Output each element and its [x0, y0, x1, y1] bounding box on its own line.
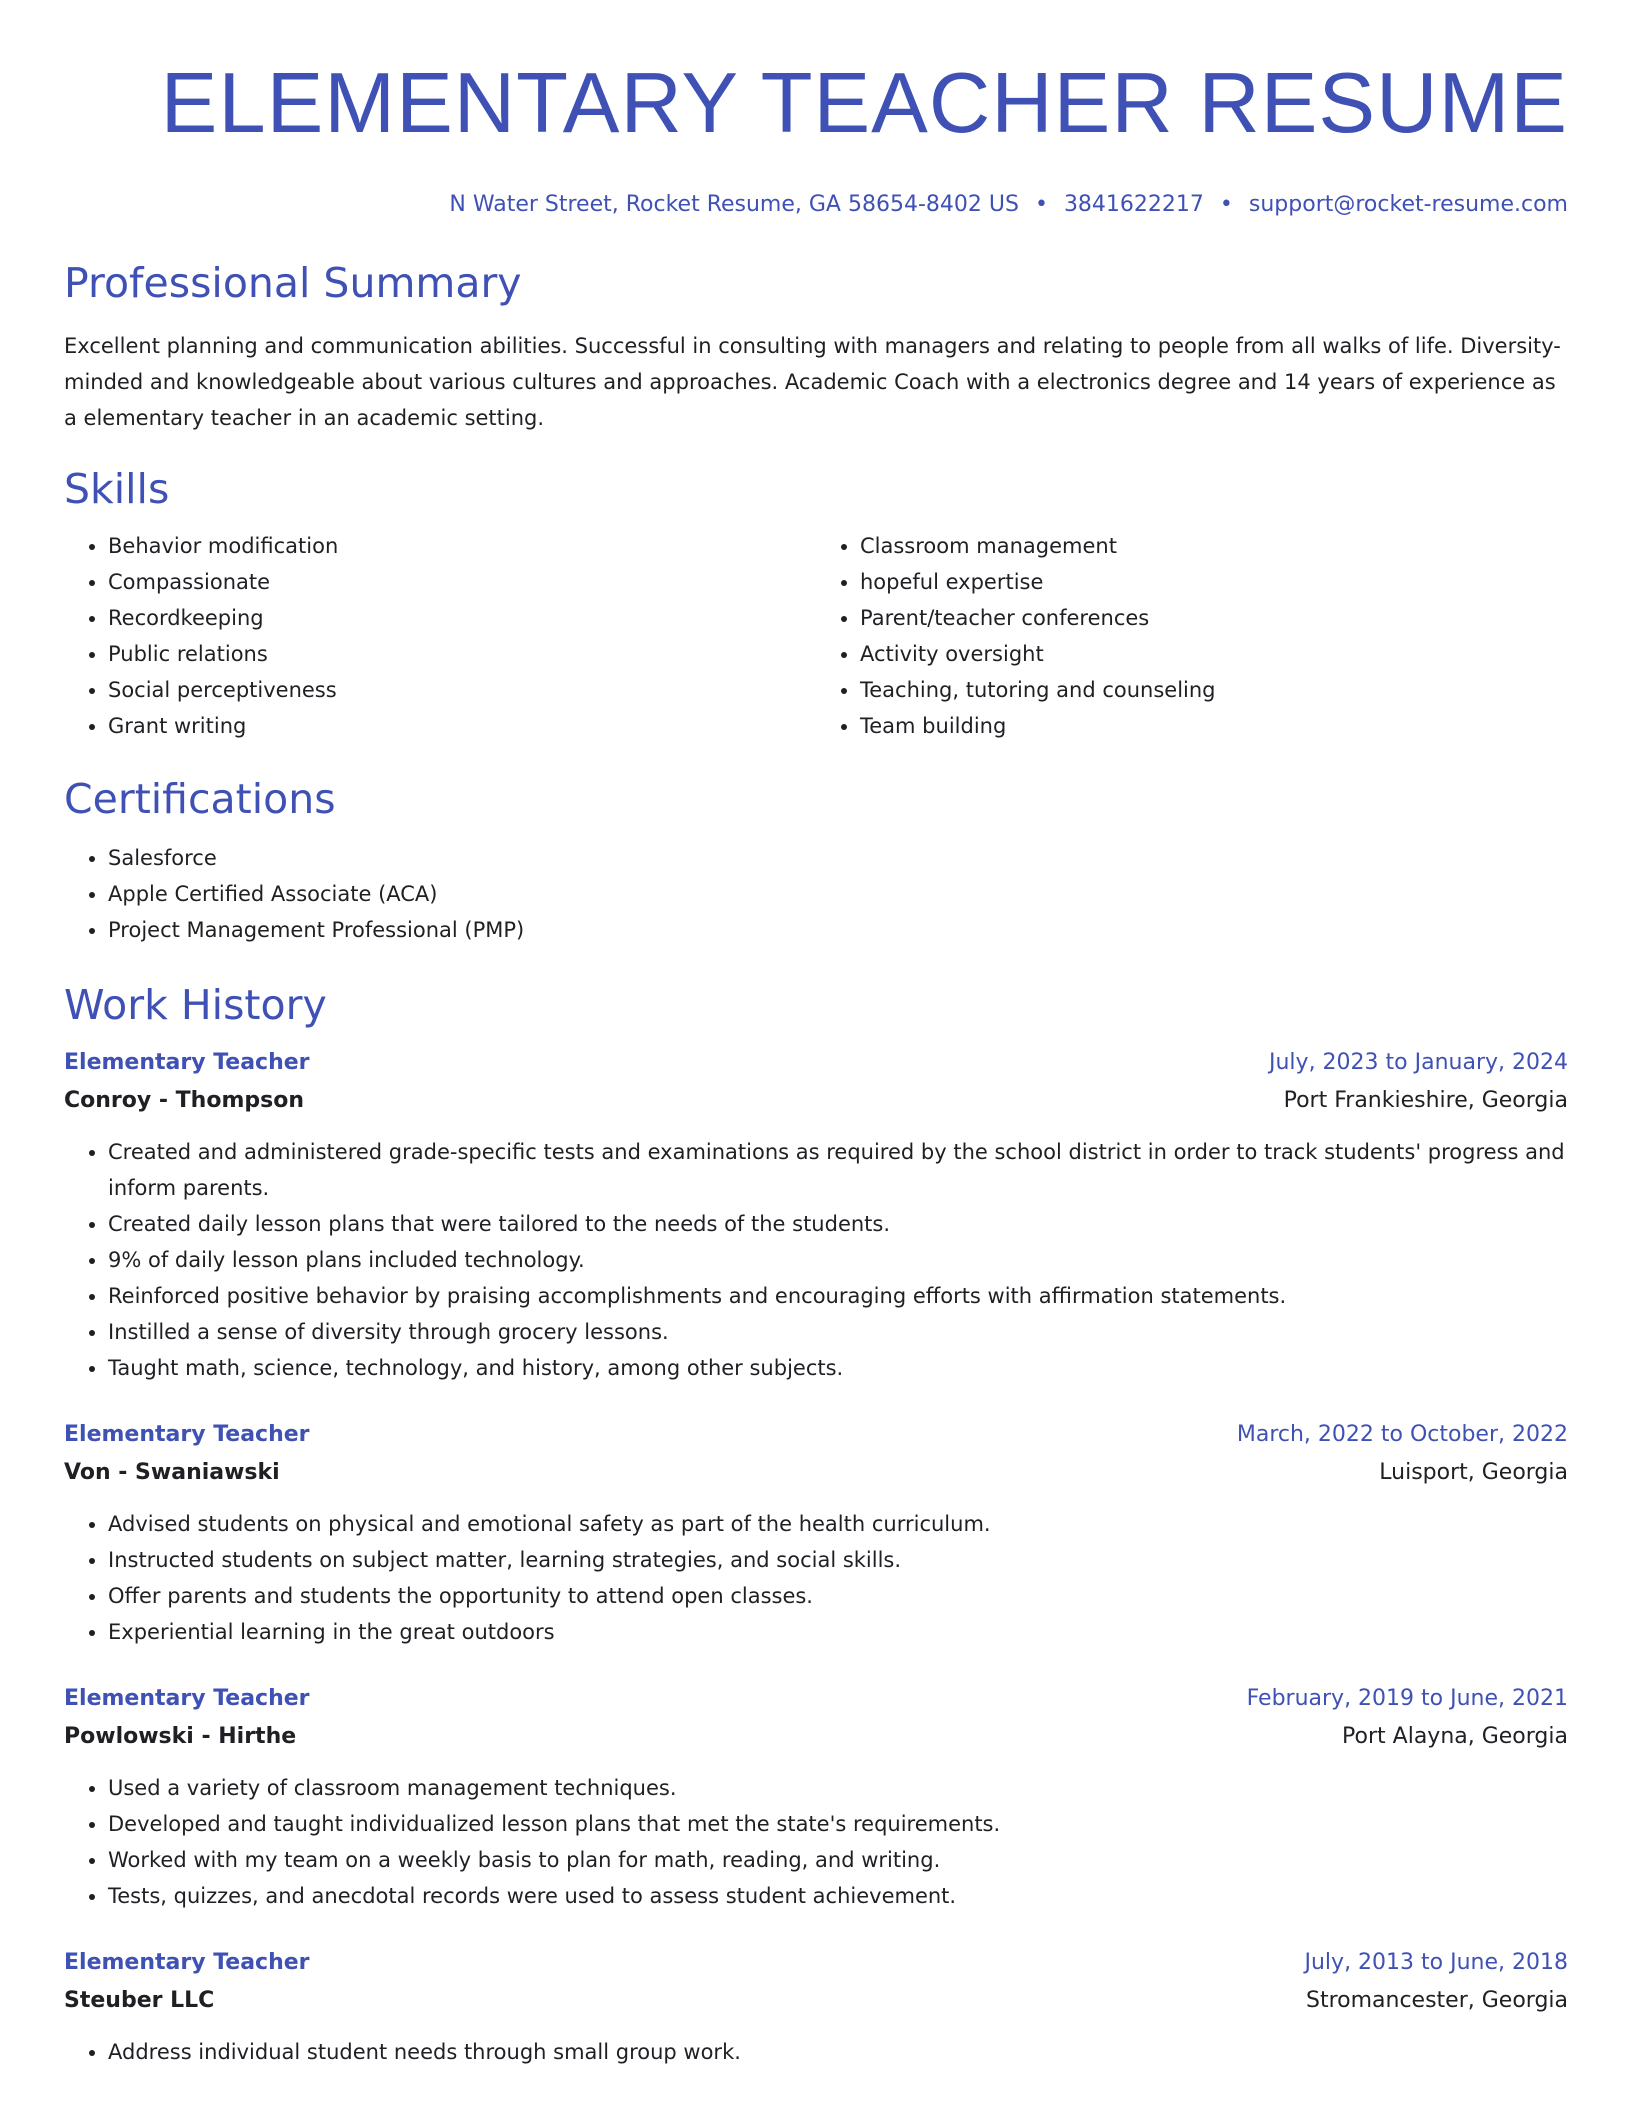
job-company-row	[64, 1082, 1568, 1120]
job-entry	[64, 1416, 1568, 1650]
job-bullet: • Offer parents and students the opportunity to attend open classes.	[108, 1578, 1568, 1614]
job-company-row	[64, 1454, 1568, 1492]
job-bullet: • Advised students on physical and emotional safety as part of the health curriculum.	[108, 1506, 1568, 1542]
job-company-row	[64, 1982, 1568, 2020]
skills-column-right	[816, 528, 1568, 744]
job-bullet: • Instilled a sense of diversity through grocery lessons.	[108, 1314, 1568, 1350]
skill-item: • hopeful expertise	[860, 564, 1568, 600]
section-title-skills: Skills	[64, 465, 170, 513]
job-bullet: • Taught math, science, technology, and history, among other subjects.	[108, 1350, 1568, 1386]
job-title: Elementary Teacher	[64, 1050, 310, 1075]
skill-item: • Grant writing	[108, 708, 816, 744]
job-title: Elementary Teacher	[64, 1950, 310, 1975]
job-bullet: • Created daily lesson plans that were tailored to the needs of the students.	[108, 1206, 1568, 1242]
job-bullet: • Reinforced positive behavior by praising accomplishments and encouraging efforts with affirmation statements.	[108, 1278, 1568, 1314]
skill-item: • Recordkeeping	[108, 600, 816, 636]
job-header-row	[64, 1416, 1568, 1454]
job-location: Port Alayna, Georgia	[1342, 1724, 1568, 1749]
job-bullet: • Created and administered grade-specific tests and examinations as required by the school district in order to track students' progress and inform parents.	[108, 1134, 1568, 1206]
contact-email[interactable]: support@rocket-resume.com	[1248, 192, 1568, 217]
job-bullets	[64, 1506, 1568, 1650]
job-location: Port Frankieshire, Georgia	[1283, 1088, 1568, 1113]
job-dates: July, 2013 to June, 2018	[1304, 1950, 1568, 1975]
job-bullet: • Tests, quizzes, and anecdotal records were used to assess student achievement.	[108, 1878, 1568, 1914]
skill-item: • Classroom management	[860, 528, 1568, 564]
summary-text: Excellent planning and communication abilities. Successful in consulting with managers and relating to people from all walks of life. Diversity-minded and knowledgeable about various cultures and approaches. Academic Coach with a electronics degree and 14 years of experience as a elementary teacher in an academic setting.	[64, 334, 1561, 430]
job-company: Powlowski - Hirthe	[64, 1724, 297, 1749]
job-company-row	[64, 1718, 1568, 1756]
job-header-row	[64, 1680, 1568, 1718]
section-title-summary: Professional Summary	[64, 259, 522, 307]
job-dates: July, 2023 to January, 2024	[1269, 1050, 1568, 1075]
job-entry	[64, 1680, 1568, 1914]
job-bullets	[64, 1134, 1568, 1386]
job-bullet: • Developed and taught individualized lesson plans that met the state's requirements.	[108, 1806, 1568, 1842]
skill-item: • Activity oversight	[860, 636, 1568, 672]
job-location: Stromancester, Georgia	[1305, 1988, 1568, 2013]
job-bullets	[64, 2034, 1568, 2070]
skill-item: • Teaching, tutoring and counseling	[860, 672, 1568, 708]
skill-item: • Team building	[860, 708, 1568, 744]
job-dates: March, 2022 to October, 2022	[1236, 1422, 1568, 1447]
contact-separator: •	[1219, 192, 1233, 217]
resume-title: ELEMENTARY TEACHER RESUME	[160, 56, 1568, 151]
skills-list	[64, 528, 1568, 744]
job-bullet: • Address individual student needs through small group work.	[108, 2034, 1568, 2070]
job-bullet: • Worked with my team on a weekly basis to plan for math, reading, and writing.	[108, 1842, 1568, 1878]
job-bullet: • 9% of daily lesson plans included technology.	[108, 1242, 1568, 1278]
resume-header	[64, 0, 1568, 220]
certification-item: • Apple Certified Associate (ACA)	[108, 876, 1568, 912]
contact-address: N Water Street, Rocket Resume, GA 58654-8402 US	[449, 192, 1019, 217]
certification-item: • Project Management Professional (PMP)	[108, 912, 1568, 948]
job-entry	[64, 1944, 1568, 2070]
skill-item: • Behavior modification	[108, 528, 816, 564]
job-location: Luisport, Georgia	[1379, 1460, 1568, 1485]
certifications-list	[64, 840, 1568, 948]
job-entry	[64, 1044, 1568, 1386]
skills-column-left	[64, 528, 816, 744]
job-company: Von - Swaniawski	[64, 1460, 280, 1485]
skill-item: • Compassionate	[108, 564, 816, 600]
contact-separator: •	[1034, 192, 1048, 217]
job-company: Steuber LLC	[64, 1988, 215, 2013]
job-dates: February, 2019 to June, 2021	[1246, 1686, 1568, 1711]
skill-item: • Public relations	[108, 636, 816, 672]
job-bullet: • Instructed students on subject matter, learning strategies, and social skills.	[108, 1542, 1568, 1578]
job-bullet: • Used a variety of classroom management techniques.	[108, 1770, 1568, 1806]
job-header-row	[64, 1944, 1568, 1982]
certification-item: • Salesforce	[108, 840, 1568, 876]
job-title: Elementary Teacher	[64, 1686, 310, 1711]
contact-line	[64, 190, 1568, 220]
skill-item: • Parent/teacher conferences	[860, 600, 1568, 636]
job-header-row	[64, 1044, 1568, 1082]
skill-item: • Social perceptiveness	[108, 672, 816, 708]
section-title-certifications: Certifications	[64, 775, 336, 823]
job-title: Elementary Teacher	[64, 1422, 310, 1447]
job-bullets	[64, 1770, 1568, 1914]
job-bullet: • Experiential learning in the great outdoors	[108, 1614, 1568, 1650]
section-title-work-history: Work History	[64, 981, 327, 1029]
job-company: Conroy - Thompson	[64, 1088, 305, 1113]
contact-phone: 3841622217	[1063, 192, 1204, 217]
